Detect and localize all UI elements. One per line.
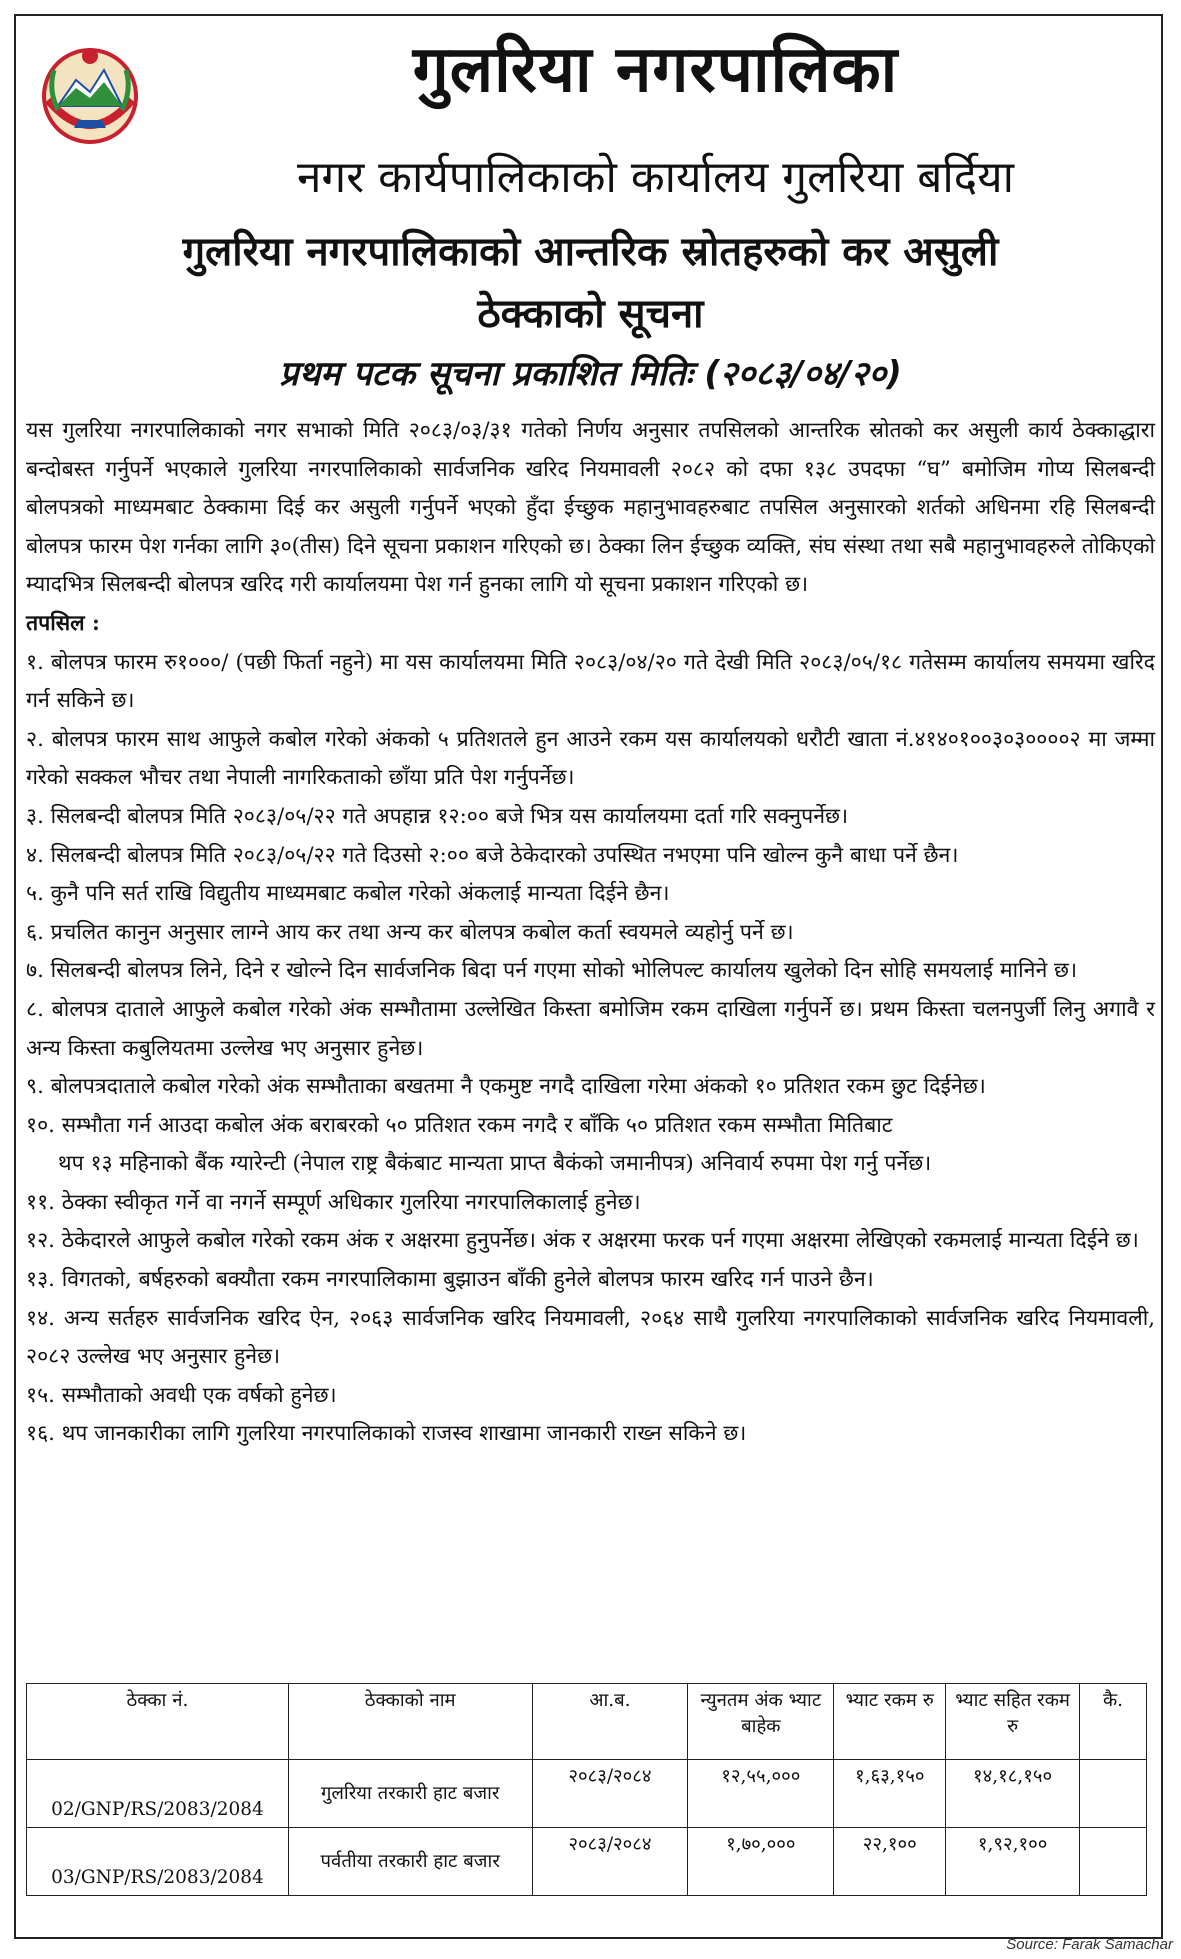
condition-item: २. बोलपत्र फारम साथ आफुले कबोल गरेको अंकको ५ प्रतिशतले हुन आउने रकम यस कार्यालयको धरौटी खाता नं.४१४०१००३०३००००२ मा जम्मा गरेको सक्कल भौचर तथा नेपाली नागरिकताको छाँया प्रति पेश गर्नुपर्नेछ।	[26, 726, 1155, 791]
cell-fiscal-year: २०८३/२०८४	[532, 1760, 688, 1828]
condition-item: १५. सम्भौताको अवधी एक वर्षको हुनेछ।	[26, 1382, 337, 1408]
cell-contract-name: पर्वतीया तरकारी हाट बजार	[288, 1828, 532, 1896]
cell-fiscal-year: २०८३/२०८४	[532, 1828, 688, 1896]
condition-item: ५. कुनै पनि सर्त राखि विद्युतीय माध्यमबाट कबोल गरेको अंकलाई मान्यता दिईने छैन।	[26, 881, 670, 907]
notice-title: गुलरिया नगरपालिकाको आन्तरिक स्रोतहरुको कर असुली	[182, 229, 999, 275]
condition-item: १३. विगतको, बर्षहरुको बक्यौता रकम नगरपालिकामा बुझाउन बाँकी हुनेले बोलपत्र फारम खरिद गर्न पाउने छैन।	[26, 1267, 874, 1293]
condition-item: ४. सिलबन्दी बोलपत्र मिति २०८३/०५/२२ गते दिउसो २:०० बजे ठेकेदारको उपस्थित नभएमा पनि खोल्न कुनै बाधा पर्ने छैन।	[26, 842, 959, 868]
cell-contract-no: 03/GNP/RS/2083/2084	[27, 1828, 289, 1896]
cell-vat-amount: १,६३,१५०	[834, 1760, 946, 1828]
table-row	[27, 1828, 1147, 1896]
condition-item-continued: थप १३ महिनाको बैंक ग्यारेन्टी (नेपाल राष्ट्र बैकंबाट मान्यता प्राप्त बैकंको जमानीपत्र) अनिवार्य रुपमा पेश गर्नु पर्नेछ।	[58, 1151, 932, 1177]
table-header-row	[27, 1684, 1147, 1760]
condition-item: ३. सिलबन्दी बोलपत्र मिति २०८३/०५/२२ गते अपहान्न १२:०० बजे भित्र यस कार्यालयमा दर्ता गरि सक्नुपर्नेछ।	[26, 803, 849, 829]
condition-item: १. बोलपत्र फारम रु१०००/ (पछी फिर्ता नहुने) मा यस कार्यालयमा मिति २०८३/०४/२० गते देखी मिति २०८३/०५/१८ गतेसम्म कार्यालय समयमा खरिद गर्न सकिने छ।	[26, 649, 1155, 714]
condition-item: ७. सिलबन्दी बोलपत्र लिने, दिने र खोल्ने दिन सार्वजनिक बिदा पर्न गएमा सोको भोलिपल्ट कार्यालय खुलेको दिन सोहि समयलाई मानिने छ।	[26, 958, 1078, 984]
publish-date: प्रथम पटक सूचना प्रकाशित मितिः (२०८३/०४/२०)	[279, 354, 902, 394]
cell-total-amount: १४,१८,१५०	[946, 1760, 1080, 1828]
municipality-title: गुलरिया नगरपालिका	[412, 33, 899, 107]
header-remarks: कै.	[1080, 1684, 1147, 1760]
source-credit: Source: Farak Samachar	[1006, 1936, 1173, 1953]
notice-body	[26, 412, 1155, 1454]
notice-subtitle: ठेक्काको सूचना	[477, 291, 704, 337]
header-contract-no: ठेक्का नं.	[27, 1684, 289, 1760]
condition-item: १६. थप जानकारीका लागि गुलरिया नगरपालिकाको राजस्व शाखामा जानकारी राख्न सकिने छ।	[26, 1421, 747, 1447]
condition-item: ११. ठेक्का स्वीकृत गर्ने वा नगर्ने सम्पूर्ण अधिकार गुलरिया नगरपालिकालाई हुनेछ।	[26, 1189, 641, 1215]
cell-remarks	[1080, 1760, 1147, 1828]
table-row	[27, 1760, 1147, 1828]
office-name: नगर कार्यपालिकाको कार्यालय गुलरिया बर्दिया	[297, 152, 1014, 203]
conditions-heading: तपसिल :	[26, 610, 100, 636]
cell-min-amount: १२,५५,०००	[688, 1760, 834, 1828]
header-min-amount: न्युनतम अंक भ्याट बाहेक	[688, 1684, 834, 1760]
intro-paragraph: यस गुलरिया नगरपालिकाको नगर सभाको मिति २०८३/०३/३१ गतेको निर्णय अनुसार तपसिलको आन्तरिक स्रोतको कर असुली कार्य ठेक्काद्धारा बन्दोबस्त गर्नुपर्ने भएकाले गुलरिया नगरपालिकाको सार्वजनिक खरिद नियमावली २०८२ को दफा १३८ उपदफा “घ” बमोजिम गोप्य सिलबन्दी बोलपत्रको माध्यमबाट ठेक्कामा दिई कर असुली गर्नुपर्ने भएको हुँदा ईच्छुक महानुभावहरुबाट तपसिल अनुसारको शर्तको अधिनमा रहि सिलबन्दी बोलपत्र फारम पेश गर्नका लागि ३०(तीस) दिने सूचना प्रकाशन गरिएको छ। ठेक्का लिन ईच्छुक व्यक्ति, संघ संस्था तथा सबै महानुभावहरुले तोकिएको म्यादभित्र सिलबन्दी बोलपत्र खरिद गरी कार्यालयमा पेश गर्न हुनका लागि यो सूचना प्रकाशन गरिएको छ।	[26, 418, 1155, 598]
cell-remarks	[1080, 1828, 1147, 1896]
condition-item: ८. बोलपत्र दाताले आफुले कबोल गरेको अंक सम्भौतामा उल्लेखित किस्ता बमोजिम रकम दाखिला गर्नुपर्ने छ। प्रथम किस्ता चलनपुर्जी लिनु अगावै र अन्य किस्ता कबुलियतमा उल्लेख भए अनुसार हुनेछ।	[26, 996, 1155, 1061]
contract-table	[26, 1683, 1147, 1896]
condition-item: ६. प्रचलित कानुन अनुसार लाग्ने आय कर तथा अन्य कर बोलपत्र कबोल कर्ता स्वयमले व्यहोर्नु पर्ने छ।	[26, 919, 794, 945]
cell-contract-name: गुलरिया तरकारी हाट बजार	[288, 1760, 532, 1828]
cell-total-amount: १,९२,१००	[946, 1828, 1080, 1896]
condition-item: १०. सम्भौता गर्न आउदा कबोल अंक बराबरको ५० प्रतिशत रकम नगदै र बाँकि ५० प्रतिशत रकम सम्भौता मितिबाट	[26, 1112, 893, 1138]
header-fiscal-year: आ.ब.	[532, 1684, 688, 1760]
cell-min-amount: १,७०,०००	[688, 1828, 834, 1896]
condition-item: १४. अन्य सर्तहरु सार्वजनिक खरिद ऐन, २०६३ सार्वजनिक खरिद नियमावली, २०६४ साथै गुलरिया नगरपालिकाको सार्वजनिक खरिद नियमावली, २०८२ उल्लेख भए अनुसार हुनेछ।	[26, 1305, 1155, 1370]
header-vat-amount: भ्याट रकम रु	[834, 1684, 946, 1760]
cell-contract-no: 02/GNP/RS/2083/2084	[27, 1760, 289, 1828]
cell-vat-amount: २२,१००	[834, 1828, 946, 1896]
nepal-emblem-icon	[34, 40, 146, 146]
condition-item: ९. बोलपत्रदाताले कबोल गरेको अंक सम्भौताका बखतमा नै एकमुष्ट नगदै दाखिला गरेमा अंकको १० प्रतिशत रकम छुट दिईनेछ।	[26, 1074, 986, 1100]
condition-item: १२. ठेकेदारले आफुले कबोल गरेको रकम अंक र अक्षरमा हुनुपर्नेछ। अंक र अक्षरमा फरक पर्न गएमा अक्षरमा लेखिएको रकमलाई मान्यता दिईने छ।	[26, 1228, 1139, 1254]
header-total-amount: भ्याट सहित रकम रु	[946, 1684, 1080, 1760]
header-contract-name: ठेक्काको नाम	[288, 1684, 532, 1760]
